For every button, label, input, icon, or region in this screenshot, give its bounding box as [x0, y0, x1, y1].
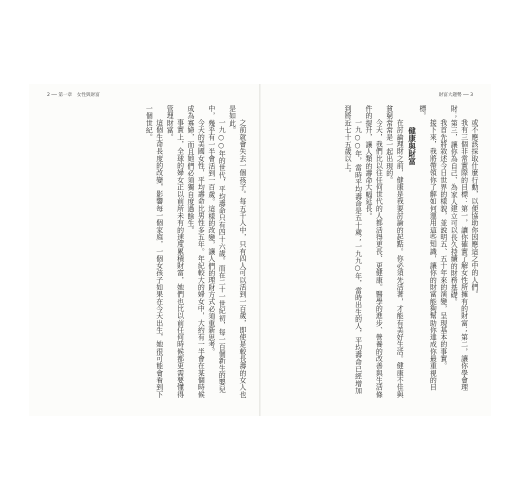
- right-page: [261, 84, 491, 416]
- right-paragraph: 在討論理財之前，健康是我要討論的起點。你必須先活著，才能有美好生活。健康不佳與貧窮常常是一起出現的。: [384, 105, 404, 398]
- left-running-head: 2 ── 第一章 女性與財富: [47, 93, 100, 98]
- right-paragraph: 或不應該採取什麼行動，以便協助你因應這之中的人們。: [470, 118, 478, 298]
- right-paragraph: 一九○○年，當時平均壽命是五十歲；一九九○年，當時出生的人，平均壽命已經增加到將近七十五歲以上。: [343, 105, 362, 394]
- left-paragraph: 一九○○年的世代，平均壽命只有四十六歲。而在二十一世紀初，每一百個新生的嬰兒中，幾乎有一半會活到一百歲。這樣的改變，讓人們的理財方式必須重新思考。: [206, 105, 226, 393]
- section-heading: 健康與財富: [407, 127, 417, 166]
- right-paragraph: 我有三個非常實際的目標：第一，讓你確實了解女性所擁有的財富；第二，讓你學會理財；第三，讓你為自己、為家人建立可以長久持續的財務基礎。: [449, 105, 468, 391]
- left-paragraph: 之前就會失去一個孩子。每五千人中，只有四人可以活到一百歲，即使是較長壽的女人也是如此。: [227, 105, 246, 398]
- left-paragraph: 事實上，全球的婦女正以前所未有的速度累積財富，她們也比以前任何時候都更需要懂得管理財富。: [165, 105, 184, 398]
- left-paragraph: 今天的美國女性，平均壽命比男性多五年。年紀較大的婦女中，大約有一半會在某個時候成為寡婦，而且她們必須獨自度過餘生。: [185, 105, 205, 398]
- left-page: [29, 84, 259, 416]
- right-running-head: 財富大趨勢 ── 3: [438, 93, 473, 98]
- right-paragraph: 接下來，我將帶領你了解如何運用這些知識，讓你的財富能夠幫助你達成你最重視的目標。: [417, 105, 437, 391]
- right-text-block: [273, 105, 479, 400]
- book-spread: [29, 84, 491, 416]
- right-paragraph: 我首先將敘述今日世界的樣貌，並說明五、五十年來的演變，呈現基本的事實。: [438, 118, 447, 370]
- right-paragraph: 今天，我們比以往任何世代的人都活得更長、更健康。醫學的進步、營養的改善與生活條件的提升，讓人類的壽命大幅延長。: [363, 105, 383, 398]
- left-paragraph: 這個生命長度的改變，影響每一個家庭，一個女孩子如果在今天出生，她很可能會看到下一個世紀。: [144, 105, 163, 398]
- left-text-block: [41, 105, 247, 400]
